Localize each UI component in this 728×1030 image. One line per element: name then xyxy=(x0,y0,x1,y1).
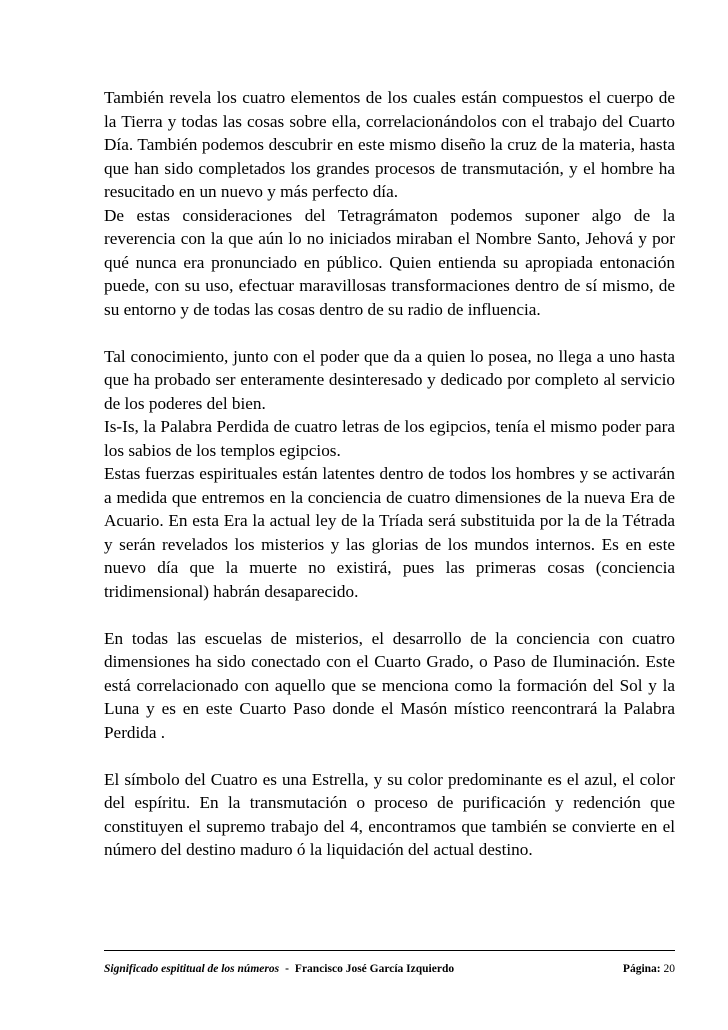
page-footer xyxy=(104,962,675,976)
paragraph-6: En todas las escuelas de misterios, el desarrollo de la conciencia con cuatro dimensiones ha sido conectado con el Cuarto Grado, o Paso de Iluminación. Este está correlacionado con aquello que se menciona como la formación del Sol y la Luna y es en este Cuarto Paso donde el Masón místico reencontrará la Palabra Perdida . xyxy=(104,628,675,742)
footer-page-label: Página: xyxy=(622,963,661,975)
footer-divider xyxy=(104,950,675,951)
footer-document-title: Significado espititual de los números xyxy=(104,963,280,975)
paragraph-1: También revela los cuatro elementos de los cuales están compuestos el cuerpo de la Tierra y todas las cosas sobre ella, correlacionándolos con el trabajo del Cuarto Día. También podemos descubrir en este mismo diseño la cruz de la materia, hasta que han sido completados los grandes procesos de transmutación, y el hombre ha resucitado en un nuevo y más perfecto día. xyxy=(104,88,675,201)
paragraph-gap xyxy=(104,603,675,627)
paragraph-3: Tal conocimiento, junto con el poder que da a quien lo posea, no llega a uno hasta que ha probado ser enteramente desinteresado y dedicado por completo al servicio de los poderes del bien. xyxy=(104,346,675,413)
body-text xyxy=(104,86,675,862)
paragraph-gap xyxy=(104,744,675,768)
paragraph-gap xyxy=(104,321,675,345)
paragraph-7: El símbolo del Cuatro es una Estrella, y su color predominante es el azul, el color del espíritu. En la transmutación o proceso de purificación y redención que constituyen el supremo trabajo del 4, encontramos que también se convierte en el número del destino maduro ó la liquidación del actual destino. xyxy=(104,769,675,859)
paragraph-4: Is-Is, la Palabra Perdida de cuatro letras de los egipcios, tenía el mismo poder para los sabios de los templos egipcios. xyxy=(104,417,675,460)
footer-page-indicator xyxy=(623,962,675,976)
footer-separator: - xyxy=(285,963,289,975)
footer-page-number: 20 xyxy=(663,963,675,975)
paragraph-5: Estas fuerzas espirituales están latentes dentro de todos los hombres y se activarán a medida que entremos en la conciencia de cuatro dimensiones de la nueva Era de Acuario. En esta Era la actual ley de la Tríada será substituida por la de la Tétrada y serán revelados los misterios y las glorias de los mundos internos. Es en este nuevo día que la muerte no existirá, pues las primeras cosas (conciencia tridimensional) habrán desaparecido. xyxy=(104,464,675,601)
paragraph-2: De estas consideraciones del Tetragrámaton podemos suponer algo de la reverencia con la que aún lo no iniciados miraban el Nombre Santo, Jehová y por qué nunca era pronunciado en público. Quien entienda su apropiada entonación puede, con su uso, efectuar maravillosas transformaciones dentro de sí mismo, de su entorno y de todas las cosas dentro de su radio de influencia. xyxy=(104,205,675,319)
footer-author: Francisco José García Izquierdo xyxy=(294,963,455,975)
